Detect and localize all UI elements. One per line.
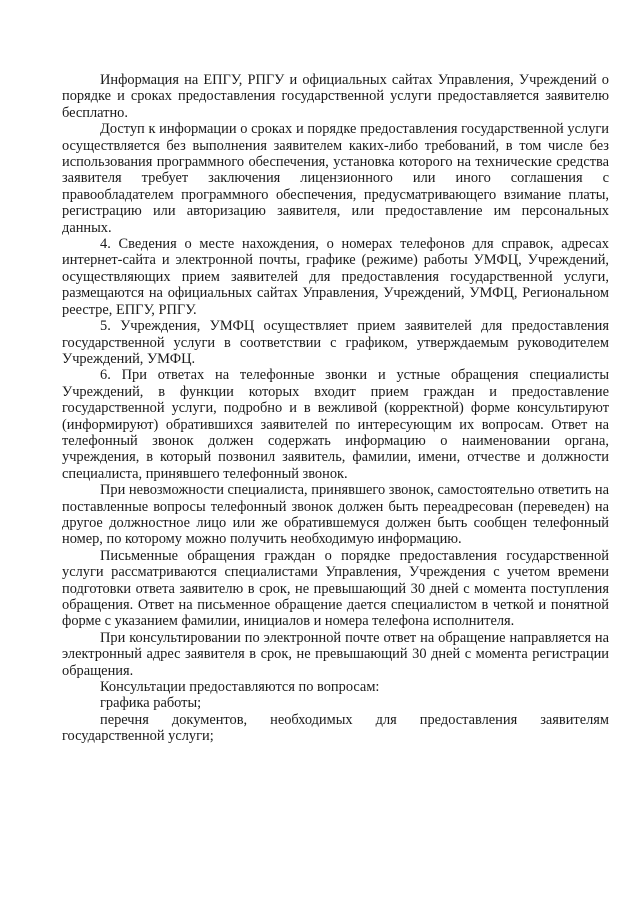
list-item-documents: перечня документов, необходимых для предоставления заявителям государственной услуги;	[62, 711, 609, 745]
document-body	[62, 72, 609, 745]
list-item-schedule: графика работы;	[100, 695, 202, 712]
paragraph-written-requests: Письменные обращения граждан о порядке предоставления государственной услуги рассматриваются специалистами Управления, Учреждения с учетом времени подготовки ответа заявителю в срок, не превышающий 30 дней с момента поступления обращения. Ответ на письменное обращение дается специалистом в четкой и понятной форме с указанием фамилии, инициалов и номера телефона исполнителя.	[62, 547, 609, 630]
paragraph-item-6: 6. При ответах на телефонные звонки и устные обращения специалисты Учреждений, в функции которых входит прием граждан и предоставление государственной услуги, подробно и в вежливой (корректной) форме консультируют (информируют) обратившихся заявителей по интересующим их вопросам. Ответ на телефонный звонок должен содержать информацию о наименовании органа, учреждения, в который позвонил заявитель, фамилии, имени, отчестве и должности специалиста, принявшего телефонный звонок.	[62, 367, 609, 482]
paragraph-access-info: Доступ к информации о сроках и порядке предоставления государственной услуги осуществляется без выполнения заявителем каких-либо требований, в том числе без использования программного обеспечения, установка которого на технические средства заявителя требует заключения лицензионного или иного соглашения с правообладателем программного обеспечения, предусматривающего взимание платы, регистрацию или авторизацию заявителя, или предоставление им персональных данных.	[62, 121, 609, 236]
paragraph-info-free: Информация на ЕПГУ, РПГУ и официальных сайтах Управления, Учреждений о порядке и сроках предоставления государственной услуги предоставляется заявителю бесплатно.	[62, 72, 609, 121]
paragraph-email-consult: При консультировании по электронной почте ответ на обращение направляется на электронный адрес заявителя в срок, не превышающий 30 дней с момента регистрации обращения.	[62, 629, 609, 679]
paragraph-consult-topics: Консультации предоставляются по вопросам:	[100, 679, 380, 696]
paragraph-item-5: 5. Учреждения, УМФЦ осуществляет прием заявителей для предоставления государственной услуги в соответствии с графиком, утверждаемым руководителем Учреждений, УМФЦ.	[62, 318, 609, 367]
paragraph-call-redirect: При невозможности специалиста, принявшего звонок, самостоятельно ответить на поставленные вопросы телефонный звонок должен быть переадресован (переведен) на другое должностное лицо или же обратившемуся должен быть сообщен телефонный номер, по которому можно получить необходимую информацию.	[62, 482, 609, 548]
paragraph-item-4: 4. Сведения о месте нахождения, о номерах телефонов для справок, адресах интернет-сайта и электронной почты, графике (режиме) работы УМФЦ, Учреждений, осуществляющих прием заявителей для предоставления государственной услуги, размещаются на официальных сайтах Управления, Учреждений, УМФЦ, Региональном реестре, ЕПГУ, РПГУ.	[62, 236, 609, 318]
